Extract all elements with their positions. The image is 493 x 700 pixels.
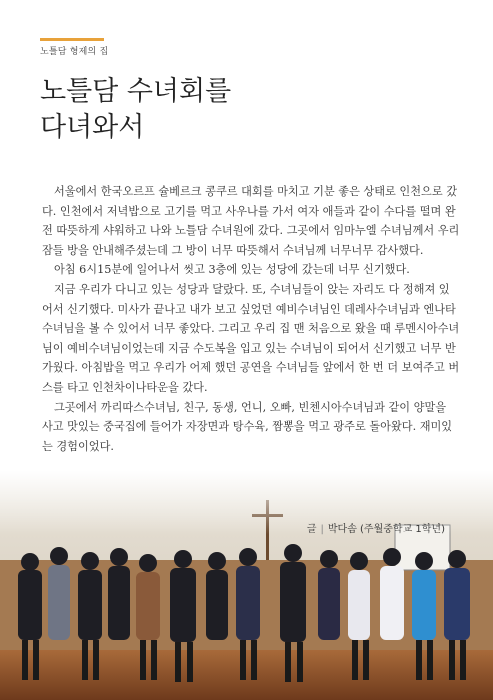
group-photo-icon xyxy=(0,470,493,700)
byline-separator: | xyxy=(320,524,324,535)
byline xyxy=(307,520,445,535)
article-title xyxy=(40,74,231,146)
byline-prefix: 글 xyxy=(306,524,317,535)
article-body xyxy=(42,182,460,456)
paragraph: 서울에서 한국오르프 슐베르크 콩쿠르 대회를 마치고 기분 좋은 상태로 인천으로 갔다. 인천에서 저녁밥으로 고기를 먹고 사우나를 가서 여자 애들과 같이 수다를 떨며 완전 따뜻하게 샤워하고 나와 노틀담 수녀원에 갔다. 그곳에서 임마누엘 수녀님께서 우리 잠들 방을 안내해주셨는데 그 방이 너무 따뜻해서 수녀님께 너무너무 감사했다. xyxy=(42,185,460,257)
title-line-1: 노틀담 수녀회를 xyxy=(40,76,232,107)
paragraph: 그곳에서 까리따스수녀님, 친구, 동생, 언니, 오빠, 빈첸시아수녀님과 같이 양말을 사고 맛있는 중국집에 들어가 자장면과 탕수육, 짬뽕을 먹고 광주로 돌아왔다. 재미있는 경험이었다. xyxy=(42,400,453,453)
section-accent-line xyxy=(40,38,104,41)
byline-author: 박다솜 (주월중학교 1학년) xyxy=(327,524,445,535)
paragraph: 아침 6시15분에 일어나서 씻고 3층에 있는 성당에 갔는데 너무 신기했다. xyxy=(54,263,410,277)
group-photo xyxy=(0,470,493,700)
paragraph: 지금 우리가 다니고 있는 성당과 달랐다. 또, 수녀님들이 앉는 자리도 다 정해져 있어서 신기했다. 미사가 끝나고 내가 보고 싶었던 예비수녀님인 데레사수녀님과 엔나타수녀님을 볼 수 있어서 너무 좋았다. 그리고 우리 집 맨 처음으로 왔을 때 루멘시아수녀님이 예비수녀님이었는데 지금 수도복을 입고 있는 수녀님이 되어서 신기했고 너무 반가웠다. 아침밥을 먹고 우리가 어제 했던 공연을 수녀님들 앞에서 한 번 더 보여주고 버스를 타고 인천차이나타운을 갔다. xyxy=(42,282,460,394)
title-line-2: 다녀와서 xyxy=(40,112,145,143)
section-label: 노틀담 형제의 집 xyxy=(40,47,109,57)
